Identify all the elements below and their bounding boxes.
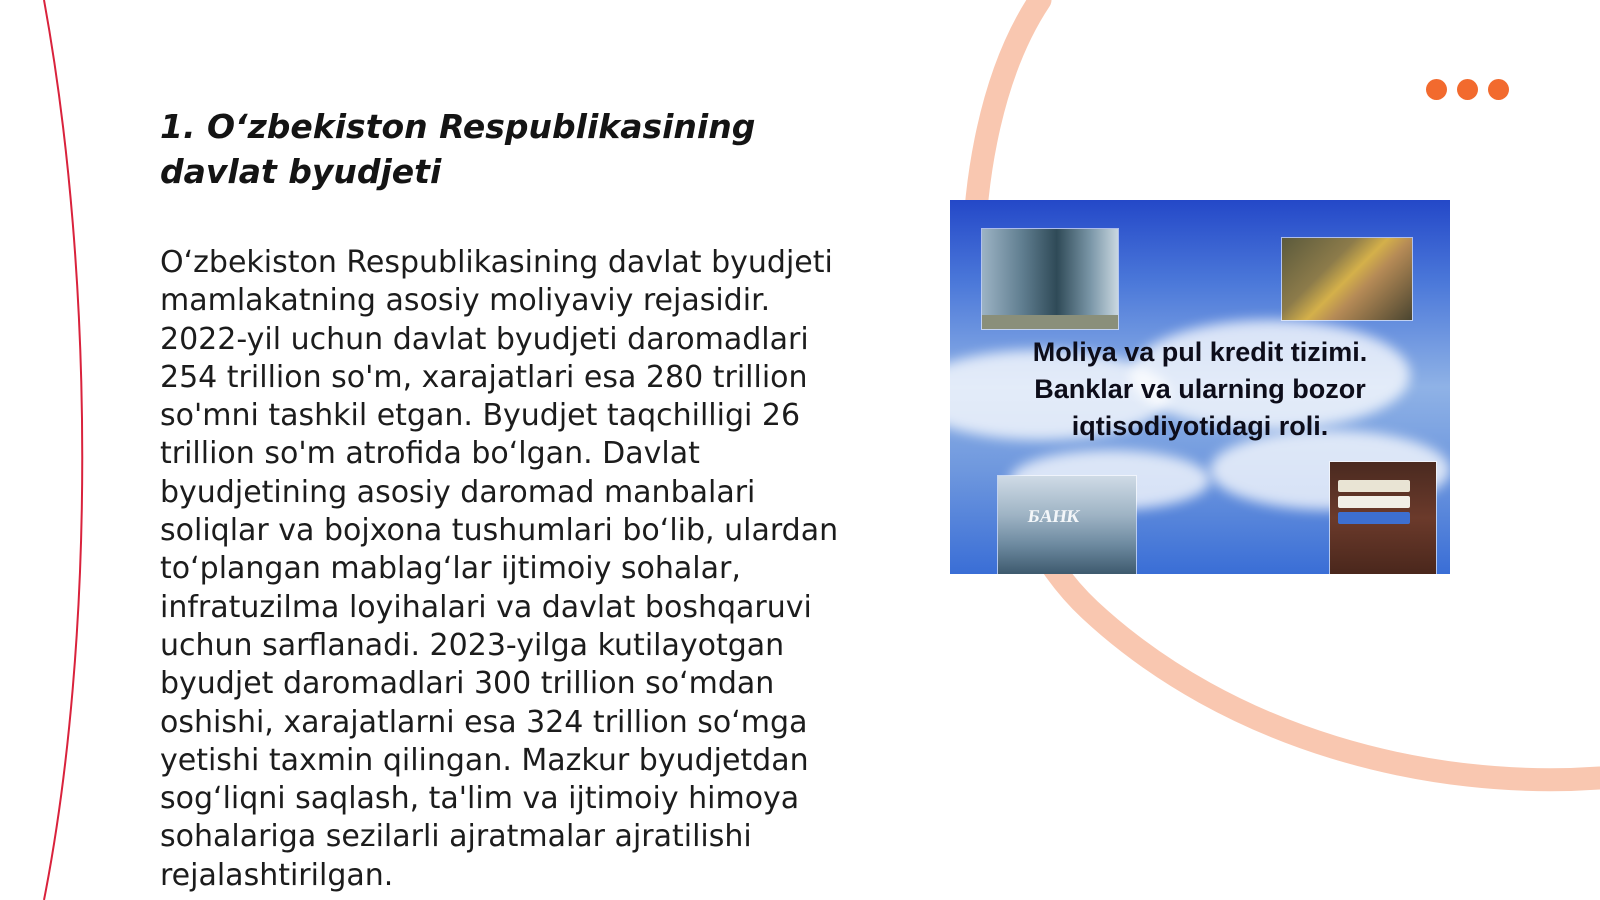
banking-illustration [950,200,1450,574]
caption-line-3: iqtisodiyotidagi roli. [1071,411,1329,441]
body-line-1: Oʻzbekiston Respublikasining davlat byudjeti [160,245,833,280]
accent-dot-2 [1457,79,1478,100]
body-line-5: so'mni tashkil etgan. Byudjet taqchilligi 26 [160,398,801,434]
body-line-2: mamlakatning asosiy moliyaviy rejasidir. [160,283,771,319]
body-line-7: byudjetining asosiy daromad manbalari [160,474,756,510]
menu-dots [1426,79,1509,100]
wallet-card [1338,496,1410,508]
caption-line-2: Banklar va ularning bozor [1034,374,1366,404]
wallet-card [1338,512,1410,524]
office-building-photo [982,229,1118,329]
body-line-4: 254 trillion so'm, xarajatlari esa 280 trillion [160,359,808,395]
body-line-9: toʻplangan mablagʻlar ijtimoiy sohalar, [160,551,741,587]
bank-sign: БАНК [1026,506,1082,526]
body-line-3: 2022-yil uchun davlat byudjeti daromadlari [160,321,809,357]
wallet-photo [1330,462,1436,574]
slide-body-text [160,244,850,895]
slide-title [160,104,800,194]
body-line-13: oshishi, xarajatlarni esa 324 trillion soʻmga [160,704,808,740]
credit-card-photo [1282,238,1412,320]
bank-building-photo [998,476,1136,574]
body-line-8: soliqlar va bojxona tushumlari boʻlib, ulardan [160,513,839,549]
body-line-16: sohalariga sezilarli ajratmalar ajratilishi [160,819,752,855]
title-line-1: 1. Oʻzbekiston Respublikasining [160,107,756,146]
body-line-12: byudjet daromadlari 300 trillion soʻmdan [160,666,775,702]
title-line-2: davlat byudjeti [160,152,442,191]
caption-line-1: Moliya va pul kredit tizimi. [1032,337,1368,367]
body-line-15: sogʻliqni saqlash, ta'lim va ijtimoiy himoya [160,781,800,817]
wallet-card [1338,480,1410,492]
body-line-17: rejalashtirilgan. [160,857,394,893]
left-red-curve [44,0,82,900]
picture-caption [950,334,1450,445]
body-line-11: uchun sarflanadi. 2023-yilga kutilayotgan [160,627,785,663]
body-line-10: infratuzilma loyihalari va davlat boshqaruvi [160,589,812,625]
accent-dot-1 [1426,79,1447,100]
body-line-6: trillion so'm atrofida boʻlgan. Davlat [160,436,700,472]
accent-dot-3 [1488,79,1509,100]
body-line-14: yetishi taxmin qilingan. Mazkur byudjetdan [160,742,809,778]
